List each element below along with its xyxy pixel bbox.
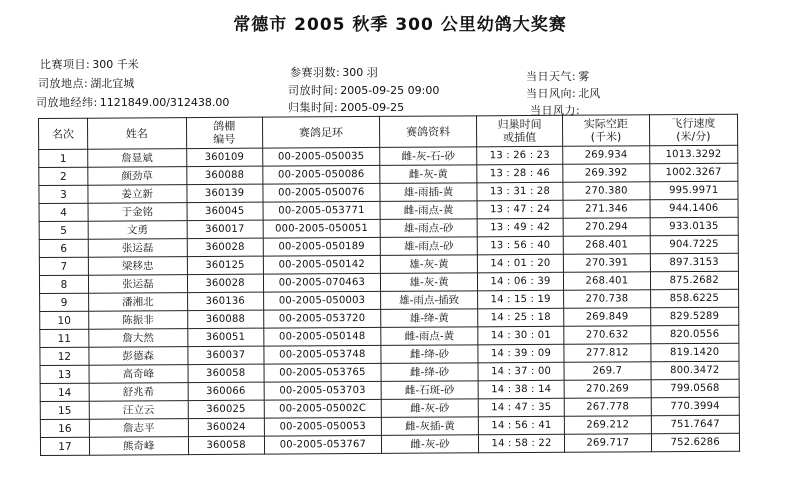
cell-return-time: 13 : 28 : 46 bbox=[477, 164, 563, 183]
cell-rank: 13 bbox=[40, 365, 89, 383]
cell-rank: 12 bbox=[40, 347, 89, 365]
cell-name: 颜劲草 bbox=[88, 167, 187, 186]
cell-distance: 269.717 bbox=[565, 434, 651, 453]
cell-loft-id: 360109 bbox=[186, 148, 262, 166]
entries-value: 300 羽 bbox=[342, 66, 378, 79]
cell-loft-id: 360051 bbox=[187, 328, 263, 346]
cell-rank: 9 bbox=[40, 293, 89, 311]
cell-name: 汪立云 bbox=[89, 401, 188, 420]
wind-direction-value: 北风 bbox=[578, 87, 601, 100]
cell-name: 张运磊 bbox=[88, 239, 187, 258]
cell-return-time: 14 : 39 : 09 bbox=[478, 344, 564, 363]
cell-speed: 819.1420 bbox=[650, 343, 739, 362]
cell-speed: 820.0556 bbox=[650, 325, 739, 344]
cell-ring: 00-2005-050053 bbox=[264, 417, 382, 436]
cell-return-time: 13 : 31 : 28 bbox=[477, 182, 563, 201]
cell-distance: 271.346 bbox=[563, 200, 649, 219]
cell-loft-id: 360058 bbox=[188, 364, 264, 382]
cell-ring: 00-2005-050142 bbox=[263, 255, 381, 274]
cell-return-time: 14 : 06 : 39 bbox=[477, 272, 563, 291]
cell-distance: 269.392 bbox=[563, 164, 649, 183]
cell-rank: 11 bbox=[40, 329, 89, 347]
cell-name: 詹大然 bbox=[89, 329, 188, 348]
cell-distance: 277.812 bbox=[564, 344, 650, 363]
cell-rank: 16 bbox=[40, 419, 89, 437]
cell-loft-id: 360025 bbox=[188, 400, 264, 418]
cell-return-time: 14 : 58 : 22 bbox=[478, 434, 564, 453]
release-coords-value: 1121849.00/312438.00 bbox=[99, 96, 230, 109]
cell-speed: 944.1406 bbox=[650, 199, 739, 218]
cell-rank: 17 bbox=[40, 437, 89, 455]
cell-name: 姜立新 bbox=[88, 185, 187, 204]
cell-distance: 270.391 bbox=[564, 254, 650, 273]
cell-return-time: 14 : 37 : 00 bbox=[478, 362, 564, 381]
cell-bird-info: 雌-雨点-黄 bbox=[381, 327, 478, 346]
release-site-info bbox=[38, 75, 134, 91]
cell-loft-id: 360045 bbox=[187, 202, 263, 220]
cell-distance: 268.401 bbox=[563, 236, 649, 255]
cell-distance: 269.934 bbox=[563, 146, 649, 165]
race-item-label: 比赛项目: bbox=[40, 58, 91, 71]
cell-name: 高奇峰 bbox=[89, 365, 188, 384]
cell-loft-id: 360037 bbox=[188, 346, 264, 364]
cell-distance: 269.849 bbox=[564, 308, 650, 327]
cell-speed: 1002.3267 bbox=[649, 163, 738, 182]
cell-return-time: 13 : 47 : 24 bbox=[477, 200, 563, 219]
header-row bbox=[39, 114, 738, 149]
cell-distance: 270.294 bbox=[563, 218, 649, 237]
cell-speed: 799.0568 bbox=[651, 379, 740, 398]
cell-name: 舒兆希 bbox=[89, 383, 188, 402]
cell-rank: 5 bbox=[39, 221, 88, 239]
cell-return-time: 13 : 26 : 23 bbox=[477, 146, 563, 165]
cell-ring: 00-2005-050076 bbox=[263, 183, 381, 202]
cell-loft-id: 360125 bbox=[187, 256, 263, 274]
header-distance: 实际空距 (千米) bbox=[563, 115, 650, 147]
cell-bird-info: 雄-雨插-黄 bbox=[380, 183, 477, 202]
results-body bbox=[39, 145, 740, 455]
cell-rank: 14 bbox=[40, 383, 89, 401]
cell-ring: 00-2005-070463 bbox=[263, 273, 381, 292]
cell-name: 詹志平 bbox=[89, 419, 188, 438]
cell-name: 彭德森 bbox=[89, 347, 188, 366]
cell-return-time: 13 : 49 : 42 bbox=[477, 218, 563, 237]
cell-distance: 269.212 bbox=[565, 416, 651, 435]
cell-distance: 270.380 bbox=[563, 182, 649, 201]
cell-return-time: 14 : 01 : 20 bbox=[477, 254, 563, 273]
wind-direction-label: 当日风向: bbox=[526, 87, 577, 100]
cell-return-time: 14 : 56 : 41 bbox=[478, 416, 564, 435]
cell-name: 潘湘北 bbox=[88, 293, 187, 312]
cell-name: 陈振非 bbox=[89, 311, 188, 330]
cell-bird-info: 雄-灰-黄 bbox=[381, 273, 478, 292]
cell-loft-id: 360066 bbox=[188, 382, 264, 400]
cell-return-time: 14 : 30 : 01 bbox=[478, 326, 564, 345]
release-site-label: 司放地点: bbox=[38, 77, 89, 90]
cell-speed: 1013.3292 bbox=[649, 145, 738, 164]
cell-speed: 800.3472 bbox=[651, 361, 740, 380]
cell-loft-id: 360139 bbox=[187, 184, 263, 202]
cell-speed: 751.7647 bbox=[651, 415, 740, 434]
return-time-value: 2005-09-25 bbox=[340, 101, 405, 114]
cell-bird-info: 雌-绛-砂 bbox=[381, 363, 478, 382]
release-time-label: 司放时间: bbox=[288, 84, 339, 97]
release-coords-label: 司放地经纬: bbox=[36, 96, 98, 109]
header-loft-id: 鸽棚 编号 bbox=[186, 117, 262, 148]
cell-rank: 10 bbox=[40, 311, 89, 329]
cell-bird-info: 雌-灰-石-砂 bbox=[380, 147, 477, 166]
cell-name: 张运磊 bbox=[88, 275, 187, 294]
cell-return-time: 14 : 15 : 19 bbox=[477, 290, 563, 309]
cell-distance: 270.632 bbox=[564, 326, 650, 345]
page-title: 常德市 2005 秋季 300 公里幼鸽大奖赛 bbox=[233, 15, 567, 35]
header-ring: 赛鸽足环 bbox=[262, 116, 380, 148]
weather-label: 当日天气: bbox=[526, 70, 577, 83]
cell-speed: 752.6286 bbox=[651, 433, 740, 452]
cell-speed: 858.6225 bbox=[650, 289, 739, 308]
cell-ring: 00-2005-050035 bbox=[262, 147, 380, 166]
cell-bird-info: 雌-灰-黄 bbox=[380, 165, 477, 184]
cell-return-time: 14 : 25 : 18 bbox=[478, 308, 564, 327]
race-item-info bbox=[40, 56, 139, 72]
cell-ring: 00-2005-053703 bbox=[264, 381, 382, 400]
cell-ring: 00-2005-050148 bbox=[263, 327, 381, 346]
cell-rank: 3 bbox=[39, 185, 88, 203]
cell-ring: 00-2005-053720 bbox=[263, 309, 381, 328]
cell-name: 文勇 bbox=[88, 221, 187, 240]
cell-name: 于金铭 bbox=[88, 203, 187, 222]
weather-info bbox=[526, 68, 589, 84]
cell-return-time: 14 : 38 : 14 bbox=[478, 380, 564, 399]
header-rank: 名次 bbox=[39, 118, 88, 149]
cell-loft-id: 360088 bbox=[187, 310, 263, 328]
cell-return-time: 14 : 47 : 35 bbox=[478, 398, 564, 417]
return-time-info bbox=[288, 99, 404, 115]
cell-bird-info: 雌-雨点-黄 bbox=[380, 201, 477, 220]
cell-ring: 00-2005-05002C bbox=[264, 399, 382, 418]
cell-loft-id: 360088 bbox=[186, 166, 262, 184]
cell-loft-id: 360024 bbox=[188, 418, 264, 436]
header-speed: 飞行速度 (米/分) bbox=[649, 114, 738, 146]
cell-name: 詹显斌 bbox=[88, 149, 187, 168]
cell-return-time: 13 : 56 : 40 bbox=[477, 236, 563, 255]
wind-direction-info bbox=[526, 85, 600, 101]
cell-rank: 1 bbox=[39, 149, 88, 167]
entries-info bbox=[290, 64, 378, 80]
release-time-info bbox=[288, 82, 439, 98]
cell-speed: 875.2682 bbox=[650, 271, 739, 290]
cell-rank: 8 bbox=[39, 275, 88, 293]
cell-loft-id: 360058 bbox=[188, 436, 264, 454]
header-return-time: 归巢时间 或插值 bbox=[476, 115, 563, 147]
cell-ring: 00-2005-053771 bbox=[263, 201, 381, 220]
cell-speed: 995.9971 bbox=[649, 181, 738, 200]
table-row bbox=[40, 433, 739, 455]
results-table bbox=[38, 114, 740, 456]
release-site-value: 湖北宜城 bbox=[90, 77, 135, 90]
cell-ring: 00-2005-050086 bbox=[262, 165, 380, 184]
return-time-label: 归集时间: bbox=[288, 101, 339, 114]
entries-label: 参赛羽数: bbox=[290, 66, 341, 79]
cell-speed: 897.3153 bbox=[650, 253, 739, 272]
cell-speed: 829.5289 bbox=[650, 307, 739, 326]
cell-bird-info: 雌-灰-砂 bbox=[382, 435, 479, 454]
cell-bird-info: 雌-灰-砂 bbox=[381, 399, 478, 418]
cell-bird-info: 雄-雨点-砂 bbox=[380, 219, 477, 238]
race-item-value: 300 千米 bbox=[92, 58, 139, 71]
cell-rank: 7 bbox=[39, 257, 88, 275]
cell-distance: 270.269 bbox=[564, 380, 650, 399]
cell-distance: 268.401 bbox=[564, 272, 650, 291]
cell-rank: 2 bbox=[39, 167, 88, 185]
release-coords-info bbox=[36, 94, 229, 110]
cell-ring: 00-2005-050189 bbox=[263, 237, 381, 256]
cell-loft-id: 360028 bbox=[187, 274, 263, 292]
cell-bird-info: 雄-雨点-插致 bbox=[381, 291, 478, 310]
cell-ring: 00-2005-050003 bbox=[263, 291, 381, 310]
weather-value: 雾 bbox=[578, 70, 590, 83]
cell-speed: 770.3994 bbox=[651, 397, 740, 416]
release-time-value: 2005-09-25 09:00 bbox=[340, 84, 440, 97]
cell-ring: 000-2005-050051 bbox=[263, 219, 381, 238]
cell-name: 熊奇峰 bbox=[89, 437, 188, 456]
header-name: 姓名 bbox=[87, 118, 186, 150]
cell-ring: 00-2005-053767 bbox=[264, 435, 382, 454]
cell-bird-info: 雌-灰插-黄 bbox=[381, 417, 478, 436]
cell-bird-info: 雌-石斑-砂 bbox=[381, 381, 478, 400]
cell-bird-info: 雄-灰-黄 bbox=[380, 255, 477, 274]
cell-distance: 269.7 bbox=[564, 362, 650, 381]
wind-force-label: 当日风力: bbox=[530, 104, 581, 117]
cell-name: 梁移忠 bbox=[88, 257, 187, 276]
cell-distance: 267.778 bbox=[564, 398, 650, 417]
cell-speed: 933.0135 bbox=[650, 217, 739, 236]
cell-bird-info: 雄-绛-黄 bbox=[381, 309, 478, 328]
cell-speed: 904.7225 bbox=[650, 235, 739, 254]
cell-bird-info: 雄-雨点-砂 bbox=[380, 237, 477, 256]
cell-rank: 15 bbox=[40, 401, 89, 419]
cell-rank: 6 bbox=[39, 239, 88, 257]
cell-distance: 270.738 bbox=[564, 290, 650, 309]
cell-ring: 00-2005-053748 bbox=[264, 345, 382, 364]
header-bird-info: 赛鸽资料 bbox=[380, 116, 477, 148]
cell-loft-id: 360136 bbox=[187, 292, 263, 310]
cell-rank: 4 bbox=[39, 203, 88, 221]
cell-ring: 00-2005-053765 bbox=[264, 363, 382, 382]
cell-loft-id: 360028 bbox=[187, 238, 263, 256]
cell-loft-id: 360017 bbox=[187, 220, 263, 238]
cell-bird-info: 雌-绛-砂 bbox=[381, 345, 478, 364]
